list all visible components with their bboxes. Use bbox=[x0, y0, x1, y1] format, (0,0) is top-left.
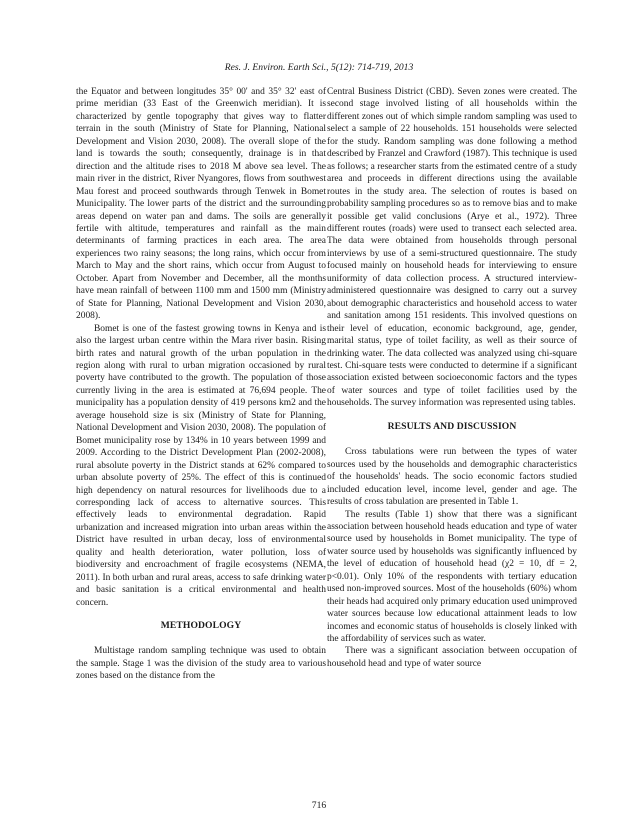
page-number: 716 bbox=[311, 800, 327, 811]
paragraph-cross-tabulations: Cross tabulations were run between the types of water sources used by the households and demographic characteristics of the households' heads. The socio economic factors studied included education level, income level, gender and age. The results of cross tabulation are presented in Table 1. bbox=[327, 447, 577, 508]
left-column bbox=[76, 86, 326, 683]
section-heading-methodology: METHODOLOGY bbox=[160, 620, 242, 632]
paragraph-sampling: Multistage random sampling technique was used to obtain the sample. Stage 1 was the division of the study area to various zones based on the distance from the bbox=[76, 646, 326, 682]
paragraph-bomet-population: Bomet is one of the fastest growing towns in Kenya and is also the largest urban centre within the Mara river basin. Rising birth rates and natural growth of the urban population in the region along with rural to urban migration occasioned by rural poverty have contributed to the growth. The population of those currently living in the area is estimated at 76,694 people. The municipality has a population density of 419 persons km2 and the average household size is six (Ministry of State for Planning, National Development and Vision 2030, 2008). The population of Bomet municipality rose by 134% in 10 years between 1999 and 2009. According to the District Development Plan (2002-2008), rural absolute poverty in the District stands at 62% compared to urban absolute poverty of 25%. The effect of this is continued high dependency on natural resources for livelihoods due to a corresponding lack of access to alternative sources. This effectively leads to environmental degradation. Rapid urbanization and increased migration into urban areas within the District have resulted in urban decay, loss of environmental quality and health deterioration, water pollution, loss of biodiversity and encroachment of fragile ecosystems (NEMA, 2011). In both urban and rural areas, access to safe drinking water and basic sanitation is a critical environmental and health concern. bbox=[76, 323, 326, 608]
paragraph-methodology-continued: Central Business District (CBD). Seven zones were created. The second stage involved listing of all households within the different zones out of which simple random sampling was used to select a sample of 22 households. 151 households were selected for the study. Random sampling was done following a method described by Franzel and Crawford (1987). This technique is used as follows; a researcher starts from the estimated centre of a study area and proceeds in different directions using the available routes in the study area. The selection of routes is based on probability sampling procedures so as to remove bias and to make it possible get valid conclusions (Arye et al., 1972). Three different routes (roads) were used to transect each selected area. The data were obtained from households through personal interviews by use of a semi-structured questionnaire. The study focused mainly on household heads for interviewing to ensure uniformity of data collection process. A structured interview-administered questionnaire was designed to carry out a survey about demographic characteristics and household access to water and sanitation among 151 residents. This involved questions on their level of education, economic background, age, gender, marital status, type of toilet facility, as well as their source of drinking water. The data collected was analyzed using chi-square test. Chi-square tests were conducted to determine if a significant association existed between socioeconomic factors and the types of water sources and type of toilet facilities used by the households. The survey information was represented using tables. bbox=[327, 87, 577, 409]
running-head: Res. J. Environ. Earth Sci., 5(12): 714-719, 2013 bbox=[224, 62, 414, 73]
right-column bbox=[327, 86, 577, 670]
section-heading-results: RESULTS AND DISCUSSION bbox=[387, 420, 517, 432]
paragraph-occupation-results: There was a significant association between occupation of household head and type of water source bbox=[327, 646, 577, 669]
paragraph-location-climate: the Equator and between longitudes 35° 00' and 35° 32' east of prime meridian (33 East of the Greenwich meridian). It is characterized by gentle topography that gives way to flatter terrain in the south (Ministry of State for Planning, National Development and Vision 2030, 2008). The overall slope of the land is towards the south; consequently, drainage is in that direction and the altitude rises to 2018 M above sea level. The main river in the district, River Nyangores, flows from southwest Mau forest and proceed southwards through Tenwek in Bomet Municipality. The lower parts of the district and the surrounding areas depend on water pan and dams. The soils are generally fertile with altitude, temperatures and rainfall as the main determinants of farming practices in each area. The area experiences two rainy seasons; the long rains, which occur from March to May and the short rains, which occur from August to October. Apart from November and December, all the months have mean rainfall of between 1100 mm and 1500 mm (Ministry of State for Planning, National Development and Vision 2030, 2008). bbox=[76, 87, 326, 322]
paragraph-education-results: The results (Table 1) show that there was a significant association between household heads education and type of water source used by households in Bomet municipality. The type of water source used by households was significantly influenced by the level of education of household head (χ2 = 10, df = 2, p<0.01). Only 10% of the respondents with tertiary education used non-improved sources. Most of the households (60%) whom their heads had acquired only primary education used unimproved water sources because low educational attainment leads to low incomes and economic status of households is closely linked with the affordability of services such as water. bbox=[327, 509, 578, 645]
